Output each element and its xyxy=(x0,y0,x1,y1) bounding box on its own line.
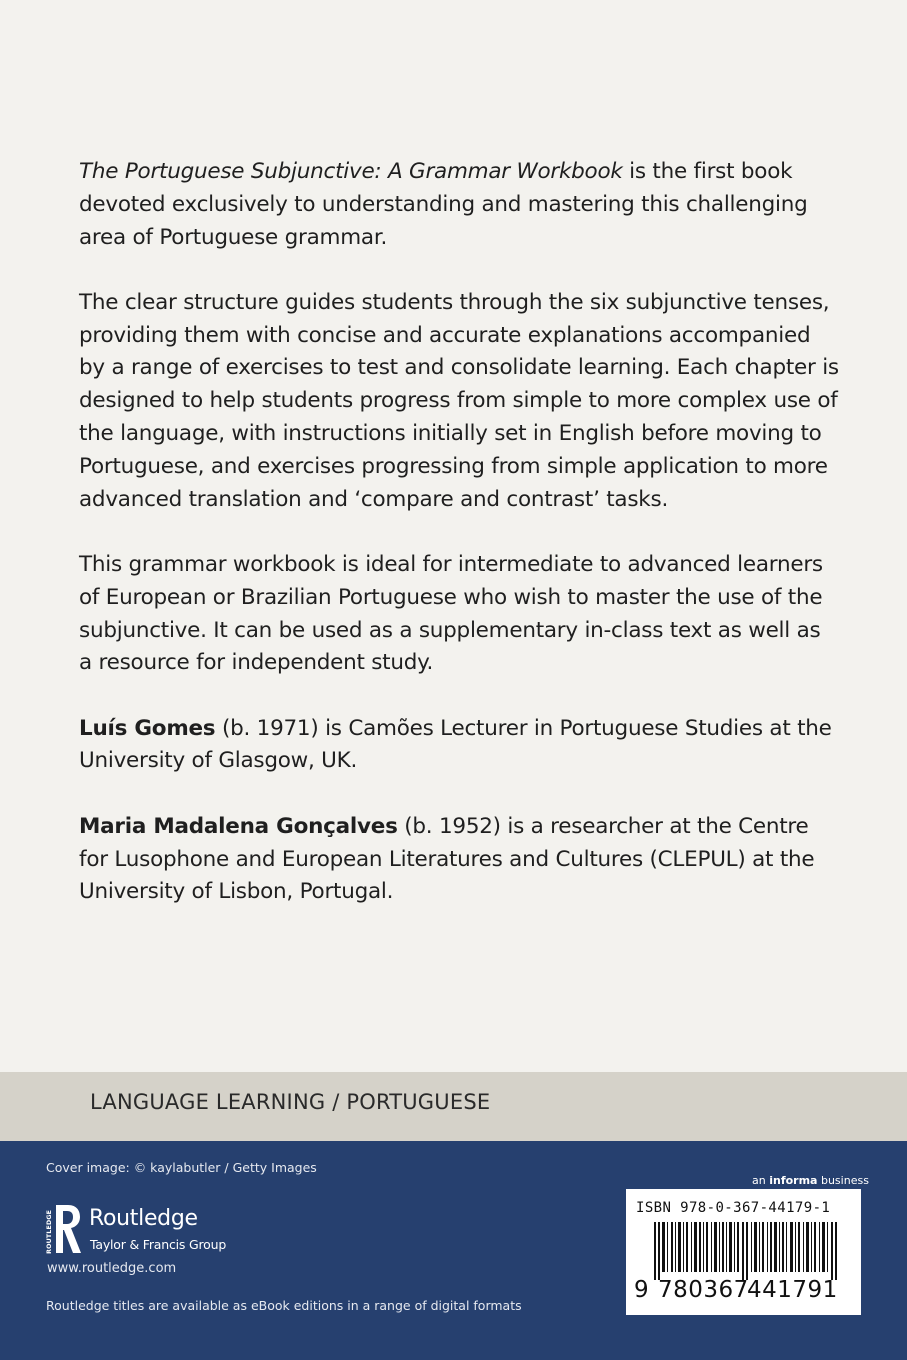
intro-text: is the first book devoted exclusively to understanding and mastering this challenging area of Portuguese grammar. xyxy=(79,159,808,250)
logo-side-text: ROUTLEDGE xyxy=(45,1210,53,1254)
barcode-bars xyxy=(634,1222,854,1280)
isbn-barcode xyxy=(626,1189,861,1315)
routledge-r-icon xyxy=(44,1203,84,1259)
isbn-label: ISBN 978-0-367-44179-1 xyxy=(636,1200,831,1216)
subject-category: LANGUAGE LEARNING / PORTUGUESE xyxy=(90,1090,491,1114)
barcode-lead-digit: 9 xyxy=(634,1277,650,1303)
blurb-paragraph-structure: The clear structure guides students through the six subjunctive tenses, providing them with concise and accurate explanations accompanied by a range of exercises to test and consolidate learning. Each chapter is designed to help students progress from simple to more complex use of the language, with instructions initially set in English before moving to Portuguese, and exercises progressing from simple application to more advanced translation and ‘compare and contrast’ tasks. xyxy=(79,289,839,512)
ebook-availability-note: Routledge titles are available as eBook editions in a range of digital formats xyxy=(46,1298,522,1313)
routledge-logo xyxy=(44,1203,244,1259)
publisher-name: Routledge xyxy=(89,1206,198,1231)
author-bio-1 xyxy=(79,713,839,779)
blurb-paragraph-intro xyxy=(79,156,839,254)
back-cover-blurb xyxy=(79,156,839,942)
blurb-paragraph-audience: This grammar workbook is ideal for intermediate to advanced learners of European or Brazilian Portuguese who wish to master the use of the subjunctive. It can be used as a supplementary in-class text as well as a resource for independent study. xyxy=(79,551,823,676)
author-bio-text: (b. 1952) is a researcher at the Centre for Lusophone and European Literatures and Cultures (CLEPUL) at the University of Lisbon, Portugal. xyxy=(79,813,815,905)
cover-image-credit: Cover image: © kaylabutler / Getty Images xyxy=(46,1160,317,1175)
barcode-right-group: 441791 xyxy=(747,1277,838,1303)
author-name: Maria Madalena Gonçalves xyxy=(79,813,398,839)
book-title: The Portuguese Subjunctive: A Grammar Workbook xyxy=(79,159,623,184)
publisher-group: Taylor & Francis Group xyxy=(90,1237,227,1252)
barcode-left-group: 780367 xyxy=(658,1277,749,1303)
author-bio-text: (b. 1971) is Camões Lecturer in Portuguese Studies at the University of Glasgow, UK. xyxy=(79,715,832,774)
informa-brand: informa xyxy=(769,1174,818,1187)
informa-business-tag xyxy=(752,1174,869,1187)
publisher-footer xyxy=(0,1141,907,1360)
publisher-website[interactable]: www.routledge.com xyxy=(47,1261,177,1276)
informa-prefix: an xyxy=(752,1174,770,1187)
category-band xyxy=(0,1072,907,1141)
author-bio-2 xyxy=(79,811,839,909)
informa-suffix: business xyxy=(817,1174,869,1187)
author-name: Luís Gomes xyxy=(79,715,216,741)
